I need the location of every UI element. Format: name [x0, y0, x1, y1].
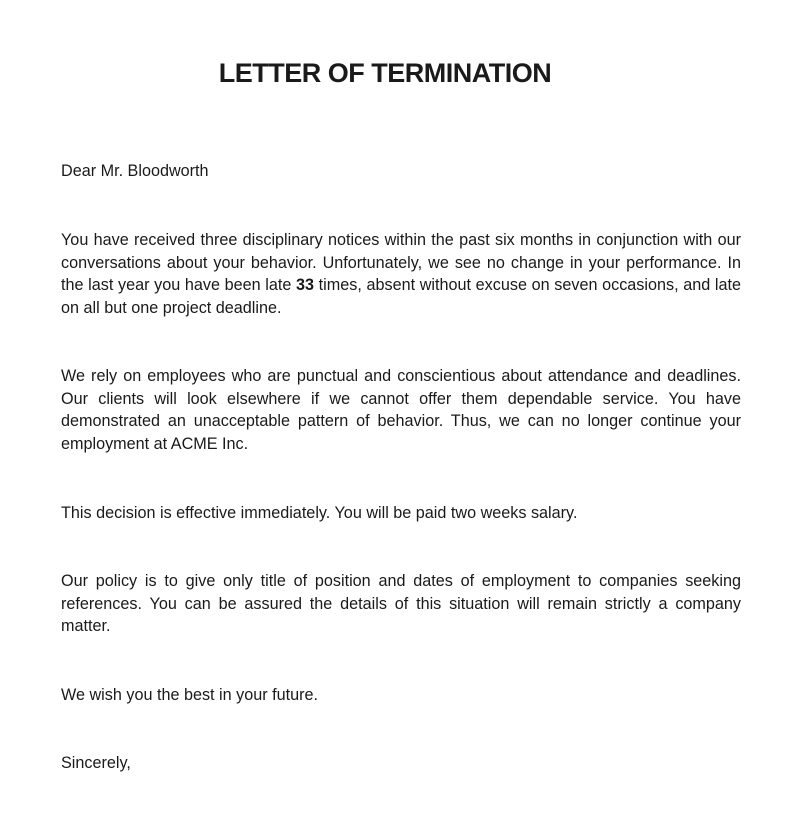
late-count: 33 [296, 276, 315, 295]
salutation: Dear Mr. Bloodworth [61, 162, 209, 180]
paragraph-disciplinary [61, 229, 741, 319]
letter-title: LETTER OF TERMINATION [218, 58, 552, 88]
paragraph-disciplinary-text-start: You have received three disciplinary notices within the past six months in conjunction with our conversations about your behavior. Unfortunately, we see no change in your performance. In the last year you have been late [61, 231, 741, 295]
paragraph-wishes: We wish you the best in your future. [61, 686, 319, 704]
closing: Sincerely, [61, 754, 131, 772]
paragraph-disciplinary-text-end: times, absent without excuse on seven occasions, and late on all but one project deadline. [61, 276, 741, 317]
paragraph-policy: Our policy is to give only title of position and dates of employment to companies seeking references. You can be assured the details of this situation will remain strictly a company matter. [61, 572, 741, 636]
paragraph-expectations: We rely on employees who are punctual and conscientious about attendance and deadlines. Our clients will look elsewhere if we cannot offer them dependable service. You have demonstrated an unacceptable pattern of behavior. Thus, we can no longer continue your employment at ACME Inc. [61, 367, 741, 453]
paragraph-effective: This decision is effective immediately. You will be paid two weeks salary. [61, 504, 578, 522]
